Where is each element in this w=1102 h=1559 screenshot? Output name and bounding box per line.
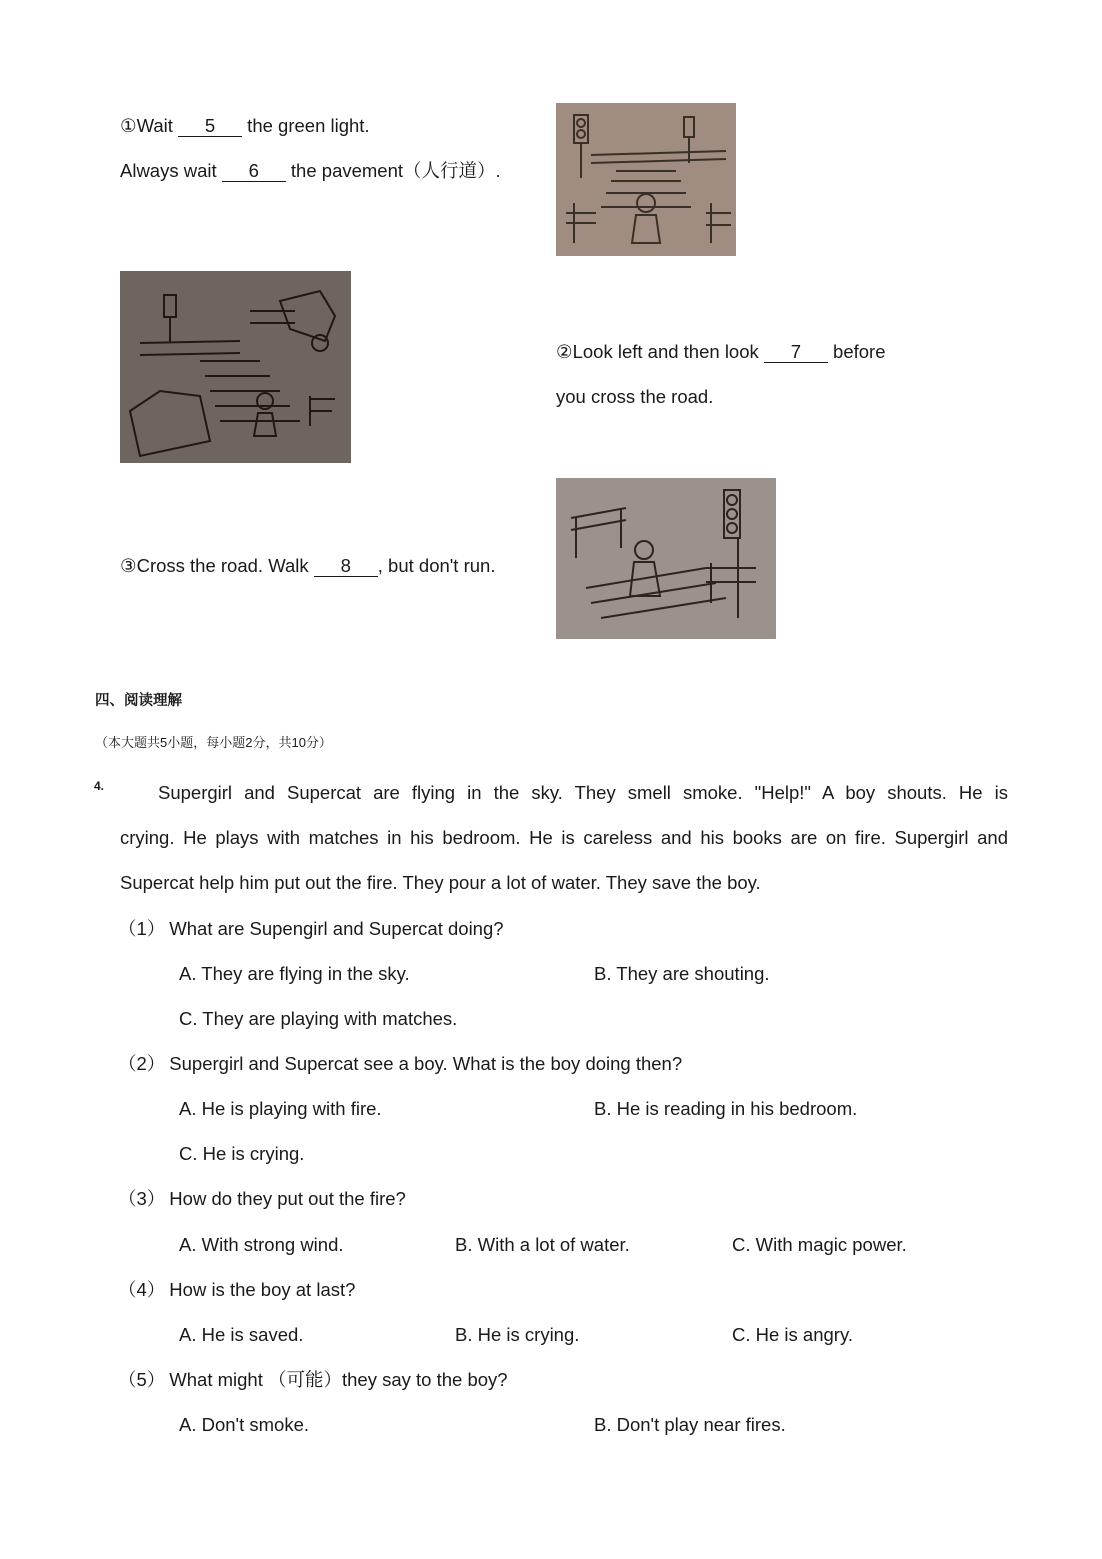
traffic-item-1 [120,114,370,138]
section-note: （本大题共5小题，每小题2分，共10分） [95,735,332,750]
option-b[interactable]: B. Don't play near fires. [594,1414,786,1435]
section-title: 四、阅读理解 [95,693,182,709]
question-num: （3） [118,1188,166,1209]
answer-blank: 5 [178,116,242,137]
passage-line-2: crying. He plays with matches in his bedroom. He is careless and his books are on fire. Supergirl and [120,827,1008,848]
question-text: How is the boy at last? [169,1279,356,1300]
option-b[interactable]: B. He is crying. [455,1324,580,1345]
item-text: the pavement（人行道）. [285,160,501,181]
option-c[interactable]: C. He is angry. [732,1324,853,1345]
question-text: What might （可能）they say to the boy? [169,1369,508,1390]
question-4 [118,1278,355,1302]
passage-text: Supergirl and Supercat are flying in the sky. They smell smoke. "Help!" A boy shouts. He is [158,782,1008,803]
traffic-item-2 [556,340,886,364]
option-b[interactable]: B. They are shouting. [594,963,770,984]
traffic-item-3 [120,554,495,578]
item-text: ③Cross the road. Walk [120,555,314,576]
question-num: （1） [118,918,166,939]
option-c[interactable]: C. With magic power. [732,1234,907,1255]
look-left-right-illustration [120,271,351,463]
question-num: （5） [118,1369,166,1390]
option-a[interactable]: A. Don't smoke. [179,1414,309,1435]
question-3 [118,1187,406,1211]
answer-blank: 6 [222,161,286,182]
cross-road-drawing [556,478,776,639]
option-c[interactable]: C. He is crying. [179,1143,305,1164]
option-b[interactable]: B. He is reading in his bedroom. [594,1098,858,1119]
question-text: What are Supengirl and Supercat doing? [169,918,504,939]
item-text: ②Look left and then look [556,341,764,362]
option-b[interactable]: B. With a lot of water. [455,1234,630,1255]
crossing-wait-illustration [556,103,736,256]
item-text: ①Wait [120,115,179,136]
option-a[interactable]: A. He is saved. [179,1324,304,1345]
question-5 [118,1368,508,1392]
question-text: Supergirl and Supercat see a boy. What is the boy doing then? [169,1053,683,1074]
answer-blank: 8 [314,556,378,577]
cross-road-illustration [556,478,776,639]
question-num: （4） [118,1279,166,1300]
passage-line-3: Supercat help him put out the fire. They pour a lot of water. They save the boy. [120,872,761,893]
traffic-item-2b: you cross the road. [556,386,714,407]
answer-blank: 7 [764,342,828,363]
traffic-item-1b [120,159,501,183]
crossing-wait-drawing [556,103,736,256]
item-text: Always wait [120,160,222,181]
item-text: the green light. [242,115,370,136]
item-text: before [827,341,886,362]
question-text: How do they put out the fire? [169,1188,406,1209]
question-number: 4. [94,779,105,793]
item-text: , but don't run. [377,555,496,576]
option-a[interactable]: A. With strong wind. [179,1234,344,1255]
question-2 [118,1052,682,1076]
option-a[interactable]: A. He is playing with fire. [179,1098,382,1119]
option-a[interactable]: A. They are flying in the sky. [179,963,410,984]
look-left-right-drawing [120,271,351,463]
passage-line-1 [120,781,1008,805]
question-1 [118,917,504,941]
option-c[interactable]: C. They are playing with matches. [179,1008,458,1029]
question-num: （2） [118,1053,166,1074]
